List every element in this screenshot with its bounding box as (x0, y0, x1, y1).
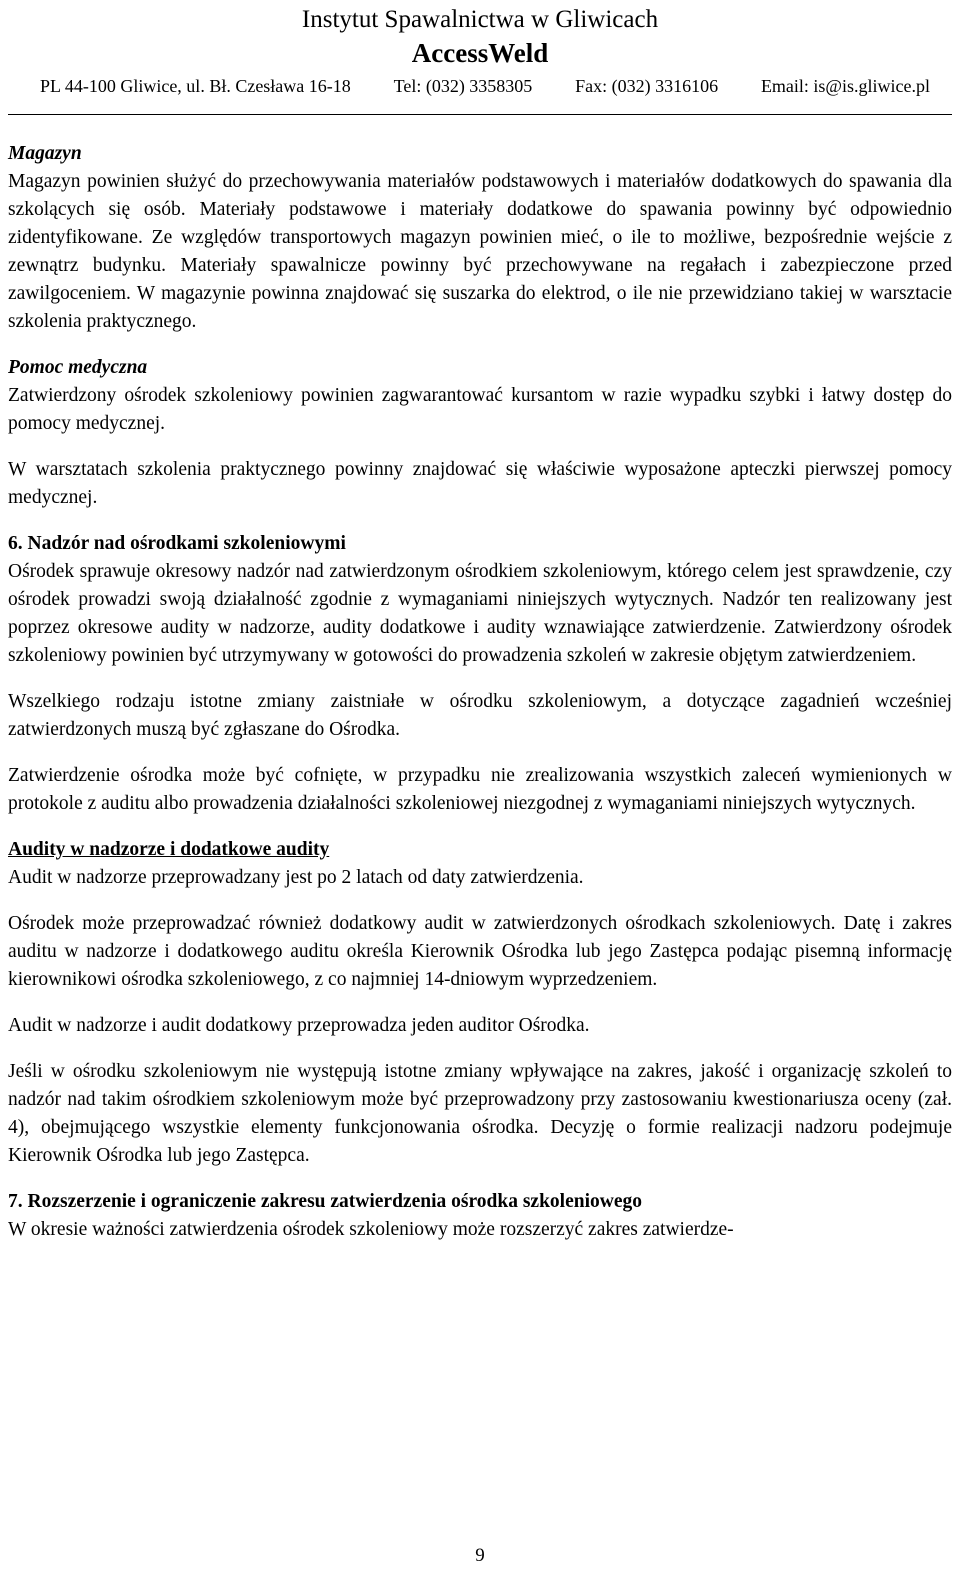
paragraph-rozszerzenie-1: W okresie ważności zatwierdzenia ośrodek szkoleniowy może rozszerzyć zakres zatwierdze- (8, 1219, 734, 1240)
nadzor-heading-text: 6. Nadzór nad ośrodkami szkoleniowymi (8, 533, 346, 554)
page-number: 9 (475, 1545, 485, 1566)
address-text: PL 44-100 Gliwice, ul. Bł. Czesława 16-18 (40, 76, 351, 96)
paragraph-pomoc-2: W warsztatach szkolenia praktycznego powinny znajdować się właściwie wyposażone apteczki pierwszej pomocy medycznej. (8, 459, 952, 508)
header-divider (8, 114, 952, 115)
document-body (8, 140, 952, 1244)
institute-title: Instytut Spawalnictwa w Gliwicach (301, 6, 659, 33)
paragraph-magazyn: Magazyn powinien służyć do przechowywania materiałów podstawowych i materiałów dodatkowych do spawania dla szkolących się osób. Materiały podstawowe i materiały dodatkowe do spawania powinny być odpowiednio zidentyfikowane. Ze względów transportowych magazyn powinien mieć, o ile to możliwe, bezpośrednie wejście z zewnątrz budynku. Materiały spawalnicze powinny być przechowywane na regałach i zabezpieczone przed zawilgoceniem. W magazynie powinna znajdować się suszarka do elektrod, o ile nie przewidziano takiej w warsztacie szkolenia praktycznego. (8, 171, 952, 332)
paragraph-audity-3: Audit w nadzorze i audit dodatkowy przeprowadza jeden auditor Ośrodka. (8, 1015, 590, 1036)
paragraph-nadzor-3: Zatwierdzenie ośrodka może być cofnięte, w przypadku nie zrealizowania wszystkich zaleceń wymienionych w protokole z auditu albo prowadzenia działalności szkoleniowej niezgodnej z wymaganiami niniejszych wytycznych. (8, 765, 952, 814)
paragraph-nadzor-1: Ośrodek sprawuje okresowy nadzór nad zatwierdzonym ośrodkiem szkoleniowym, którego celem jest sprawdzenie, czy ośrodek prowadzi swoją działalność zgodnie z wymaganiami niniejszych wytycznych. Nadzór ten realizowany jest poprzez okresowe audity w nadzorze, audity dodatkowe i audity wznawiające zatwierdzenie. Zatwierdzony ośrodek szkoleniowy powinien być utrzymywany w gotowości do prowadzenia szkoleń w zakresie objętym zatwierdzeniem. (8, 561, 952, 666)
section-heading-audity: Audity w nadzorze i dodatkowe audity (8, 839, 330, 860)
fax-text: Fax: (032) 3316106 (575, 76, 719, 96)
section-heading-pomoc-medyczna: Pomoc medyczna (8, 357, 148, 378)
contact-line (40, 74, 930, 98)
paragraph-audity-4: Jeśli w ośrodku szkoleniowym nie występują istotne zmiany wpływające na zakres, jakość i organizację szkoleń to nadzór nad takim ośrodkiem szkoleniowym może być przeprowadzony przy zastosowaniu kwestionariusza oceny (zał. 4), obejmującego wszystkie elementy funkcjonowania ośrodka. Decyzję o formie realizacji nadzoru podejmuje Kierownik Ośrodka lub jego Zastępca. (8, 1061, 952, 1166)
section-heading-nadzor (8, 530, 952, 558)
paragraph-audity-2: Ośrodek może przeprowadzać również dodatkowy audit w zatwierdzonych ośrodkach szkoleniowych. Datę i zakres auditu w nadzorze i dodatkowego auditu określa Kierownik Ośrodka lub jego Zastępca podając pisemną informację kierownikowi ośrodka szkoleniowego, z co najmniej 14-dniowym wyprzedzeniem. (8, 913, 952, 990)
brand-name: AccessWeld (411, 38, 549, 68)
section-heading-magazyn: Magazyn (8, 143, 82, 164)
section-heading-rozszerzenie: 7. Rozszerzenie i ograniczenie zakresu zatwierdzenia ośrodka szkoleniowego (8, 1191, 642, 1212)
email-text: Email: is@is.gliwice.pl (760, 76, 930, 96)
paragraph-audity-1: Audit w nadzorze przeprowadzany jest po 2 latach od daty zatwierdzenia. (8, 867, 584, 888)
phone-text: Tel: (032) 3358305 (393, 76, 533, 96)
paragraph-nadzor-2: Wszelkiego rodzaju istotne zmiany zaistniałe w ośrodku szkoleniowym, a dotyczące zagadnień wcześniej zatwierdzonych muszą być zgłaszane do Ośrodka. (8, 691, 952, 740)
paragraph-pomoc-1: Zatwierdzony ośrodek szkoleniowy powinien zagwarantować kursantom w razie wypadku szybki i łatwy dostęp do pomocy medycznej. (8, 385, 952, 434)
